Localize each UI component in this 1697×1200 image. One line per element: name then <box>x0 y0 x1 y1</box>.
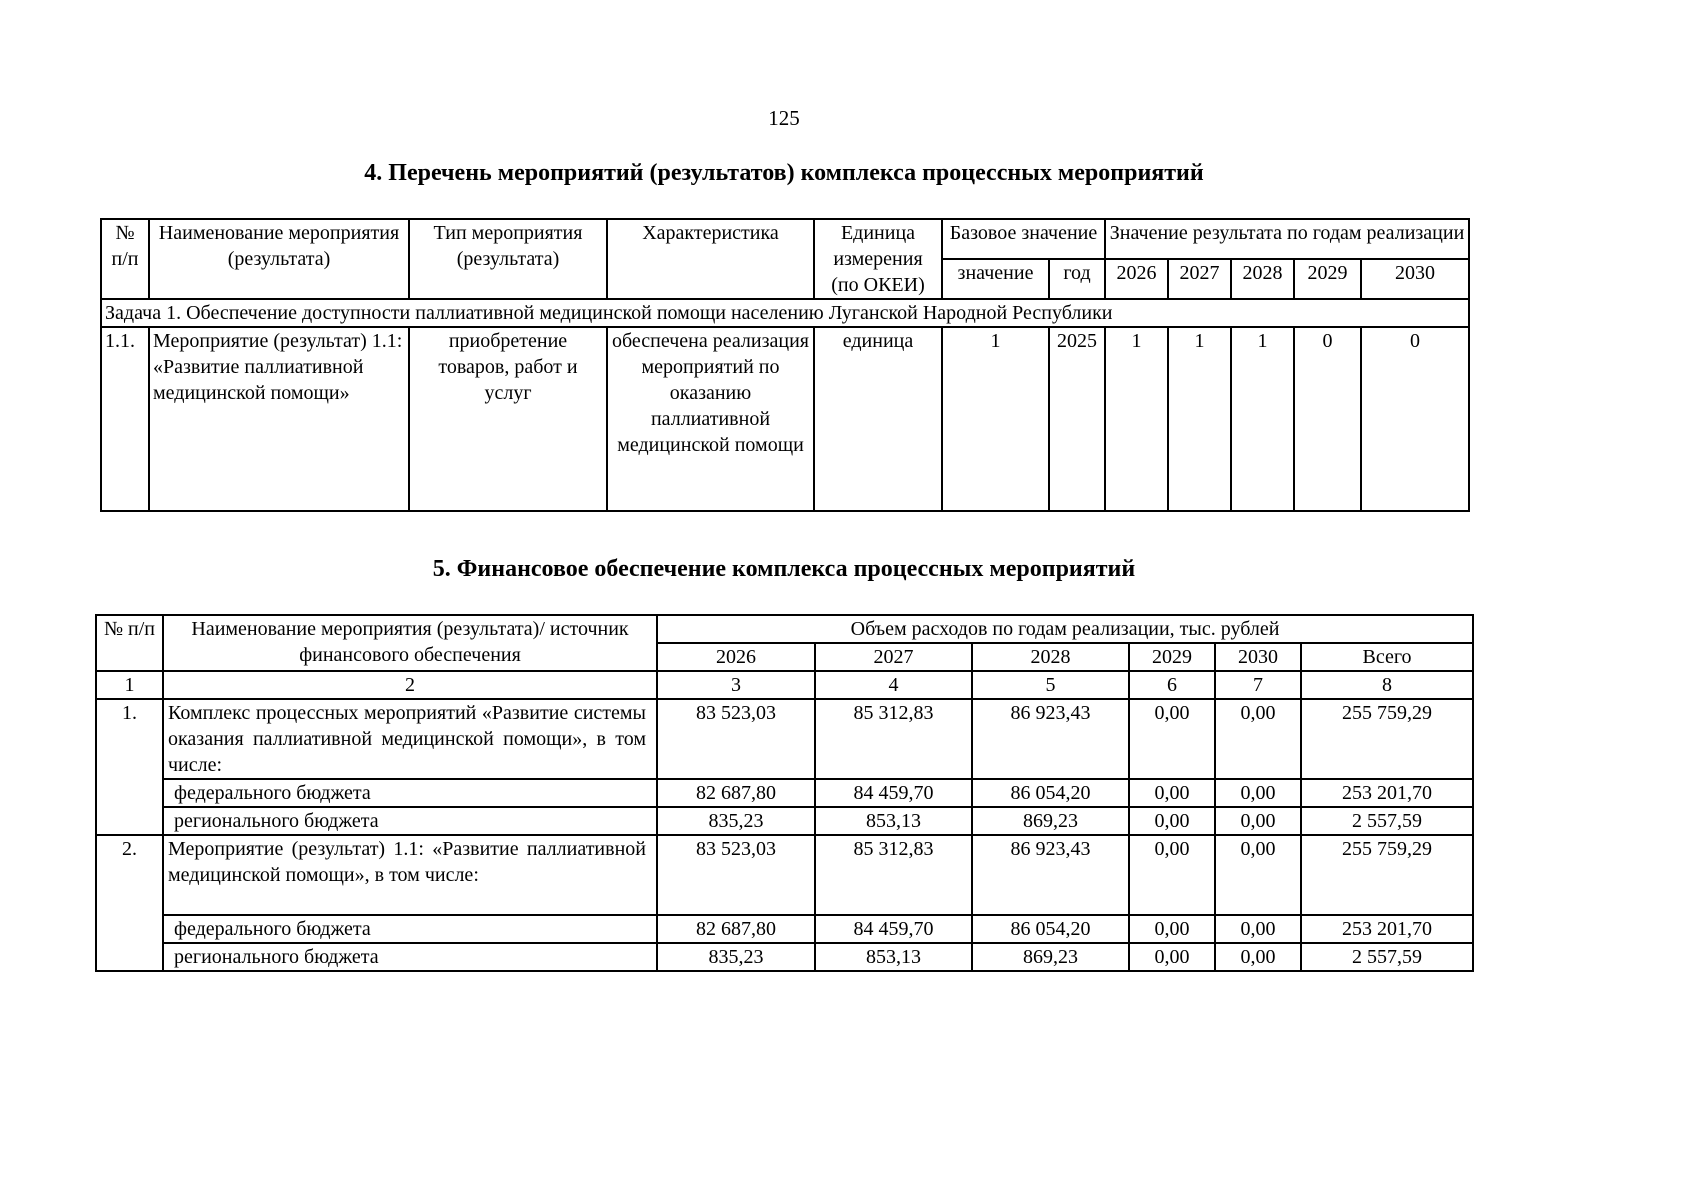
row-value: 869,23 <box>972 807 1129 835</box>
column-numbers-row <box>96 671 1473 699</box>
header-year: 2026 <box>657 643 815 671</box>
row-value: 0,00 <box>1215 779 1301 807</box>
row-year-value: 1 <box>1231 327 1294 511</box>
row-value: 0,00 <box>1129 699 1215 779</box>
row-total: 255 759,29 <box>1301 699 1473 779</box>
header-volume: Объем расходов по годам реализации, тыс. рублей <box>657 615 1473 643</box>
row-value: 82 687,80 <box>657 779 815 807</box>
row-value: 853,13 <box>815 943 972 971</box>
header-year: 2027 <box>815 643 972 671</box>
table-header-row <box>96 615 1473 643</box>
row-num: 1. <box>96 699 163 835</box>
header-num: № п/п <box>96 615 163 671</box>
row-total: 253 201,70 <box>1301 779 1473 807</box>
header-base-value: значение <box>942 259 1049 299</box>
col-number: 6 <box>1129 671 1215 699</box>
row-value: 0,00 <box>1215 699 1301 779</box>
header-year: 2027 <box>1168 259 1231 299</box>
row-value: 82 687,80 <box>657 915 815 943</box>
row-value: 0,00 <box>1215 835 1301 915</box>
col-number: 1 <box>96 671 163 699</box>
row-year-value: 1 <box>1105 327 1168 511</box>
col-number: 4 <box>815 671 972 699</box>
row-value: 85 312,83 <box>815 699 972 779</box>
row-num: 1.1. <box>101 327 149 511</box>
row-total: 2 557,59 <box>1301 943 1473 971</box>
header-base: Базовое значение <box>942 219 1105 259</box>
row-year-value: 0 <box>1294 327 1361 511</box>
row-value: 0,00 <box>1129 779 1215 807</box>
row-base-value: 1 <box>942 327 1049 511</box>
row-value: 0,00 <box>1129 835 1215 915</box>
col-number: 3 <box>657 671 815 699</box>
row-source: федерального бюджета <box>163 915 657 943</box>
table-row <box>96 943 1473 971</box>
row-value: 835,23 <box>657 807 815 835</box>
table-row <box>96 835 1473 915</box>
task-label: Задача 1. Обеспечение доступности паллиативной медицинской помощи населению Луганской Народной Республики <box>101 299 1469 327</box>
header-year: 2030 <box>1215 643 1301 671</box>
row-value: 835,23 <box>657 943 815 971</box>
header-years-group: Значение результата по годам реализации <box>1105 219 1469 259</box>
row-value: 0,00 <box>1215 807 1301 835</box>
table-row <box>96 807 1473 835</box>
row-base-year: 2025 <box>1049 327 1105 511</box>
header-base-year: год <box>1049 259 1105 299</box>
col-number: 2 <box>163 671 657 699</box>
row-value: 0,00 <box>1215 943 1301 971</box>
header-total: Всего <box>1301 643 1473 671</box>
finance-table <box>95 614 1474 972</box>
row-total: 253 201,70 <box>1301 915 1473 943</box>
row-num: 2. <box>96 835 163 971</box>
header-num: № п/п <box>101 219 149 299</box>
row-name: Мероприятие (результат) 1.1: «Развитие паллиативной медицинской помощи», в том числе: <box>163 835 657 915</box>
row-unit: единица <box>814 327 942 511</box>
row-value: 83 523,03 <box>657 699 815 779</box>
header-characteristic: Характеристика <box>607 219 814 299</box>
table-row <box>96 779 1473 807</box>
header-year: 2028 <box>1231 259 1294 299</box>
row-value: 869,23 <box>972 943 1129 971</box>
table-row <box>96 915 1473 943</box>
header-type: Тип мероприятия (результата) <box>409 219 607 299</box>
header-unit: Единица измерения (по ОКЕИ) <box>814 219 942 299</box>
row-name: Мероприятие (результат) 1.1: «Развитие паллиативной медицинской помощи» <box>149 327 409 511</box>
col-number: 7 <box>1215 671 1301 699</box>
col-number: 8 <box>1301 671 1473 699</box>
row-value: 0,00 <box>1129 943 1215 971</box>
table-row <box>101 327 1469 511</box>
row-value: 0,00 <box>1129 807 1215 835</box>
row-value: 83 523,03 <box>657 835 815 915</box>
row-value: 86 054,20 <box>972 779 1129 807</box>
row-characteristic: обеспечена реализация мероприятий по оказанию паллиативной медицинской помощи <box>607 327 814 511</box>
table-row <box>96 699 1473 779</box>
row-source: регионального бюджета <box>163 943 657 971</box>
row-type: приобретение товаров, работ и услуг <box>409 327 607 511</box>
col-number: 5 <box>972 671 1129 699</box>
header-year: 2029 <box>1129 643 1215 671</box>
row-value: 86 923,43 <box>972 835 1129 915</box>
row-value: 853,13 <box>815 807 972 835</box>
row-value: 84 459,70 <box>815 915 972 943</box>
header-year: 2030 <box>1361 259 1469 299</box>
row-value: 85 312,83 <box>815 835 972 915</box>
row-value: 0,00 <box>1215 915 1301 943</box>
header-name: Наименование мероприятия (результата) <box>149 219 409 299</box>
header-name: Наименование мероприятия (результата)/ источник финансового обеспечения <box>163 615 657 671</box>
section-4-title: 4. Перечень мероприятий (результатов) комплекса процессных мероприятий <box>364 160 1204 186</box>
row-year-value: 1 <box>1168 327 1231 511</box>
row-source: регионального бюджета <box>163 807 657 835</box>
row-value: 86 923,43 <box>972 699 1129 779</box>
row-value: 86 054,20 <box>972 915 1129 943</box>
row-value: 0,00 <box>1129 915 1215 943</box>
row-name: Комплекс процессных мероприятий «Развитие системы оказания паллиативной медицинской помощи», в том числе: <box>163 699 657 779</box>
task-row <box>101 299 1469 327</box>
header-year: 2026 <box>1105 259 1168 299</box>
row-year-value: 0 <box>1361 327 1469 511</box>
row-total: 255 759,29 <box>1301 835 1473 915</box>
table-header-row <box>101 219 1469 259</box>
section-5-title: 5. Финансовое обеспечение комплекса процессных мероприятий <box>432 556 1136 582</box>
header-year: 2029 <box>1294 259 1361 299</box>
header-year: 2028 <box>972 643 1129 671</box>
row-value: 84 459,70 <box>815 779 972 807</box>
events-table <box>100 218 1470 512</box>
row-source: федерального бюджета <box>163 779 657 807</box>
row-total: 2 557,59 <box>1301 807 1473 835</box>
page-number: 125 <box>768 106 800 130</box>
